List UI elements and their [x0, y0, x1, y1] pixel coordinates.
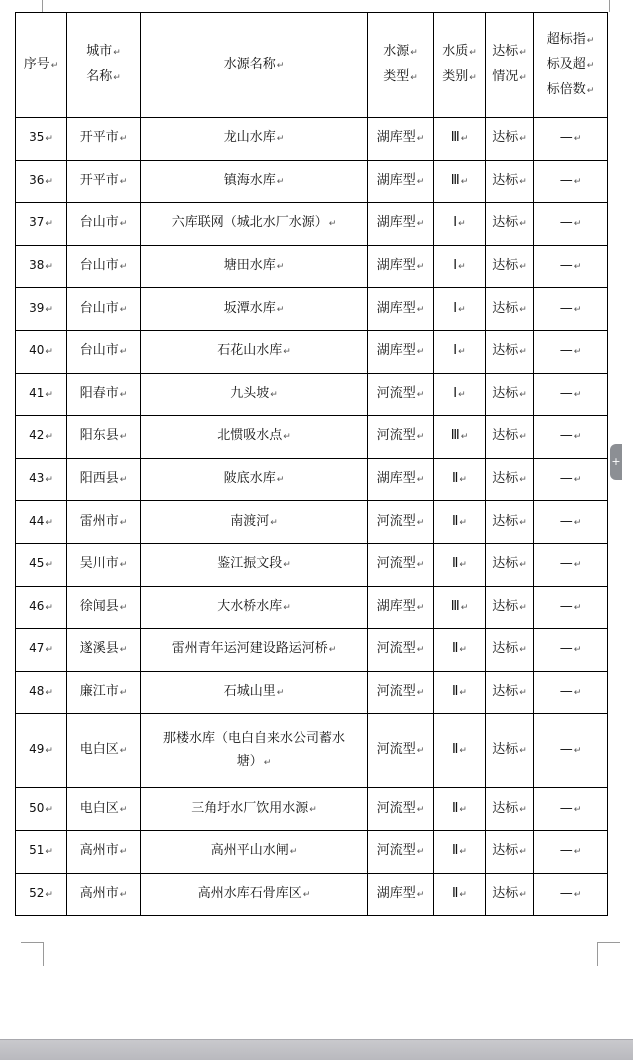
cell-seq: 49↵ [16, 714, 67, 788]
cell-type: 河流型↵ [368, 830, 434, 873]
table-row [16, 118, 608, 161]
cell-city: 电白区↵ [67, 788, 141, 831]
cell-quality: Ⅱ↵ [434, 830, 486, 873]
cell-name: 大水桥水库↵ [141, 586, 368, 629]
cell-city: 电白区↵ [67, 714, 141, 788]
table-row [16, 714, 608, 788]
cell-status: 达标↵ [486, 586, 534, 629]
cell-seq: 47↵ [16, 629, 67, 672]
cell-exceed: —↵ [534, 160, 608, 203]
cell-status: 达标↵ [486, 160, 534, 203]
cell-exceed: —↵ [534, 671, 608, 714]
cell-exceed: —↵ [534, 203, 608, 246]
cell-exceed: —↵ [534, 543, 608, 586]
cell-status: 达标↵ [486, 203, 534, 246]
cell-status: 达标↵ [486, 373, 534, 416]
cell-exceed: —↵ [534, 458, 608, 501]
cell-seq: 44↵ [16, 501, 67, 544]
cell-city: 阳春市↵ [67, 373, 141, 416]
cell-name: 石花山水库↵ [141, 330, 368, 373]
cell-name: 六库联网（城北水厂水源）↵ [141, 203, 368, 246]
cell-seq: 41↵ [16, 373, 67, 416]
cell-seq: 46↵ [16, 586, 67, 629]
cell-type: 湖库型↵ [368, 288, 434, 331]
cell-name: 三角圩水厂饮用水源↵ [141, 788, 368, 831]
header-exceed: 超标指↵ 标及超↵ 标倍数↵ [534, 13, 608, 118]
cell-quality: Ⅲ↵ [434, 118, 486, 161]
cell-quality: Ⅲ↵ [434, 586, 486, 629]
cell-status: 达标↵ [486, 714, 534, 788]
cell-status: 达标↵ [486, 873, 534, 916]
cell-exceed: —↵ [534, 830, 608, 873]
cell-quality: Ⅱ↵ [434, 873, 486, 916]
cell-name: 鉴江振文段↵ [141, 543, 368, 586]
cell-seq: 52↵ [16, 873, 67, 916]
cell-city: 雷州市↵ [67, 501, 141, 544]
cell-city: 开平市↵ [67, 118, 141, 161]
cell-status: 达标↵ [486, 245, 534, 288]
cell-type: 湖库型↵ [368, 203, 434, 246]
cell-type: 河流型↵ [368, 629, 434, 672]
header-name: 水源名称↵ [141, 13, 368, 118]
cell-exceed: —↵ [534, 118, 608, 161]
cell-exceed: —↵ [534, 586, 608, 629]
cell-quality: Ⅰ↵ [434, 245, 486, 288]
cell-seq: 37↵ [16, 203, 67, 246]
cell-city: 台山市↵ [67, 245, 141, 288]
cell-type: 河流型↵ [368, 501, 434, 544]
cell-quality: Ⅱ↵ [434, 788, 486, 831]
cell-seq: 45↵ [16, 543, 67, 586]
cell-name: 九头坡↵ [141, 373, 368, 416]
cell-type: 河流型↵ [368, 543, 434, 586]
table-row [16, 543, 608, 586]
cell-city: 高州市↵ [67, 830, 141, 873]
cell-city: 廉江市↵ [67, 671, 141, 714]
cell-type: 河流型↵ [368, 373, 434, 416]
cell-quality: Ⅱ↵ [434, 458, 486, 501]
table-row [16, 330, 608, 373]
cell-name: 高州水库石骨库区↵ [141, 873, 368, 916]
header-type: 水源↵ 类型↵ [368, 13, 434, 118]
table-row [16, 671, 608, 714]
cell-exceed: —↵ [534, 714, 608, 788]
cell-city: 台山市↵ [67, 330, 141, 373]
cell-quality: Ⅱ↵ [434, 714, 486, 788]
table-row [16, 203, 608, 246]
cell-status: 达标↵ [486, 830, 534, 873]
header-city: 城市↵ 名称↵ [67, 13, 141, 118]
cell-type: 河流型↵ [368, 714, 434, 788]
cell-name: 南渡河↵ [141, 501, 368, 544]
cell-exceed: —↵ [534, 501, 608, 544]
cell-name: 镇海水库↵ [141, 160, 368, 203]
cell-status: 达标↵ [486, 788, 534, 831]
table-header [16, 13, 608, 118]
side-panel-toggle[interactable] [610, 444, 622, 480]
header-seq: 序号↵ [16, 13, 67, 118]
cell-city: 台山市↵ [67, 203, 141, 246]
cell-exceed: —↵ [534, 373, 608, 416]
cell-status: 达标↵ [486, 671, 534, 714]
cell-quality: Ⅱ↵ [434, 501, 486, 544]
cell-city: 徐闻县↵ [67, 586, 141, 629]
cell-seq: 36↵ [16, 160, 67, 203]
horizontal-scrollbar[interactable] [0, 1039, 633, 1060]
cell-city: 高州市↵ [67, 873, 141, 916]
cell-city: 开平市↵ [67, 160, 141, 203]
cell-name: 陂底水库↵ [141, 458, 368, 501]
cell-type: 湖库型↵ [368, 586, 434, 629]
cell-name: 高州平山水闸↵ [141, 830, 368, 873]
cell-status: 达标↵ [486, 330, 534, 373]
cell-exceed: —↵ [534, 873, 608, 916]
table-row [16, 245, 608, 288]
cell-seq: 39↵ [16, 288, 67, 331]
cell-type: 湖库型↵ [368, 160, 434, 203]
table-row [16, 788, 608, 831]
cell-city: 台山市↵ [67, 288, 141, 331]
cell-exceed: —↵ [534, 288, 608, 331]
crop-mark-bottom-right-v [597, 942, 598, 966]
table-row [16, 458, 608, 501]
cell-quality: Ⅰ↵ [434, 373, 486, 416]
cell-seq: 48↵ [16, 671, 67, 714]
crop-mark-bottom-left-h [21, 942, 43, 943]
crop-mark-bottom-left-v [43, 942, 44, 966]
cell-type: 湖库型↵ [368, 245, 434, 288]
cell-type: 湖库型↵ [368, 330, 434, 373]
table-row [16, 160, 608, 203]
cell-city: 阳西县↵ [67, 458, 141, 501]
cell-name: 坂潭水库↵ [141, 288, 368, 331]
cell-status: 达标↵ [486, 288, 534, 331]
table-row [16, 873, 608, 916]
header-quality: 水质↵ 类别↵ [434, 13, 486, 118]
cell-status: 达标↵ [486, 629, 534, 672]
cell-quality: Ⅱ↵ [434, 629, 486, 672]
cell-exceed: —↵ [534, 788, 608, 831]
crop-mark-bottom-right-h [598, 942, 620, 943]
cell-seq: 40↵ [16, 330, 67, 373]
table-row [16, 629, 608, 672]
cell-exceed: —↵ [534, 330, 608, 373]
cell-quality: Ⅰ↵ [434, 330, 486, 373]
table-row [16, 501, 608, 544]
cell-name: 雷州青年运河建设路运河桥↵ [141, 629, 368, 672]
cell-quality: Ⅲ↵ [434, 160, 486, 203]
cell-status: 达标↵ [486, 118, 534, 161]
cell-seq: 38↵ [16, 245, 67, 288]
cell-type: 河流型↵ [368, 788, 434, 831]
cell-seq: 42↵ [16, 416, 67, 459]
cell-name: 龙山水库↵ [141, 118, 368, 161]
cell-type: 湖库型↵ [368, 118, 434, 161]
cell-quality: Ⅲ↵ [434, 416, 486, 459]
cell-quality: Ⅱ↵ [434, 543, 486, 586]
cell-city: 遂溪县↵ [67, 629, 141, 672]
cell-quality: Ⅱ↵ [434, 671, 486, 714]
cell-quality: Ⅰ↵ [434, 203, 486, 246]
plus-icon: + [611, 455, 621, 468]
cell-type: 湖库型↵ [368, 873, 434, 916]
table-row [16, 288, 608, 331]
cell-name: 石城山里↵ [141, 671, 368, 714]
cell-type: 河流型↵ [368, 416, 434, 459]
cell-type: 湖库型↵ [368, 458, 434, 501]
cell-type: 河流型↵ [368, 671, 434, 714]
cell-name: 那楼水库（电白自来水公司蓄水 塘）↵ [141, 714, 368, 788]
cell-city: 阳东县↵ [67, 416, 141, 459]
cell-name: 塘田水库↵ [141, 245, 368, 288]
table-row [16, 416, 608, 459]
crop-mark-top-right [609, 0, 610, 12]
table-row [16, 830, 608, 873]
cell-status: 达标↵ [486, 543, 534, 586]
table-body [16, 118, 608, 916]
cell-exceed: —↵ [534, 629, 608, 672]
table-row [16, 586, 608, 629]
water-source-table [15, 12, 608, 916]
cell-status: 达标↵ [486, 416, 534, 459]
cell-seq: 43↵ [16, 458, 67, 501]
cell-exceed: —↵ [534, 416, 608, 459]
cell-name: 北惯吸水点↵ [141, 416, 368, 459]
cell-exceed: —↵ [534, 245, 608, 288]
crop-mark-top-left [42, 0, 43, 12]
header-status: 达标↵ 情况↵ [486, 13, 534, 118]
cell-seq: 35↵ [16, 118, 67, 161]
cell-quality: Ⅰ↵ [434, 288, 486, 331]
cell-status: 达标↵ [486, 501, 534, 544]
cell-status: 达标↵ [486, 458, 534, 501]
cell-seq: 50↵ [16, 788, 67, 831]
cell-city: 吴川市↵ [67, 543, 141, 586]
table-row [16, 373, 608, 416]
cell-seq: 51↵ [16, 830, 67, 873]
